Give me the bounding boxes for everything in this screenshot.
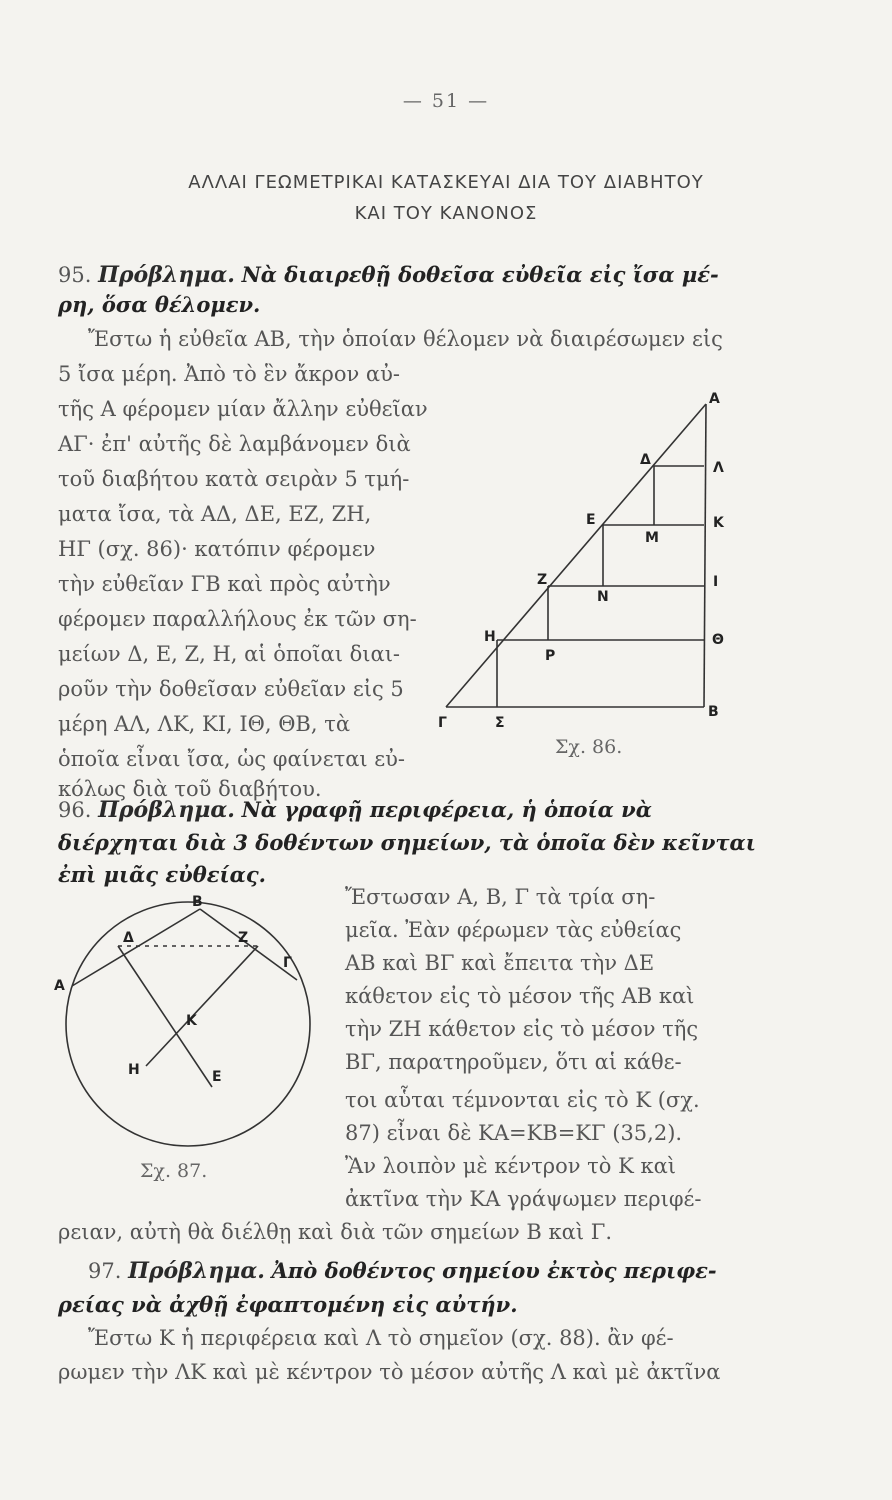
p97-text-line: Ἔστω Κ ἡ περιφέρεια καὶ Λ τὸ σημεῖον (σχ. 88). ἂν φέ-: [88, 1326, 674, 1350]
problem-95-label: Πρόβλημα.: [98, 262, 235, 288]
p96-text-line: μεῖα. Ἐὰν φέρωμεν τὰς εὐθείας: [345, 918, 682, 942]
problem-97-title-line-1: [88, 1258, 717, 1284]
fig86-label-Z: Ζ: [537, 572, 548, 588]
problem-97-number: 97.: [88, 1259, 122, 1283]
p95-text-line: φέρομεν παραλλήλους ἐκ τῶν ση-: [58, 607, 417, 631]
p96-text-line: τὴν ΖΗ κάθετον εἰς τὸ μέσον τῆς: [345, 1017, 699, 1041]
p96-text-line: ἀκτῖνα τὴν ΚΑ γράψωμεν περιφέ-: [345, 1187, 702, 1211]
figure-87-caption: Σχ. 87.: [140, 1160, 208, 1182]
fig86-label-H: Η: [484, 629, 496, 645]
fig87-label-Z: Ζ: [238, 930, 249, 946]
problem-95-number: 95.: [58, 263, 92, 287]
fig87-label-G: Γ: [283, 955, 292, 971]
p95-text-line: ὁποῖα εἶναι ἴσα, ὡς φαίνεται εὐ-: [58, 747, 406, 771]
p96-text-line: Ἔστωσαν Α, Β, Γ τὰ τρία ση-: [345, 885, 656, 909]
p97-text-line: ρωμεν τὴν ΛΚ καὶ μὲ κέντρον τὸ μέσον αὐτῆς Λ καὶ μὲ ἀκτῖνα: [58, 1360, 721, 1384]
problem-96-title: Νὰ γραφῇ περιφέρεια, ἡ ὁποία νὰ: [241, 797, 652, 822]
p95-text-line: ΑΓ· ἐπ' αὐτῆς δὲ λαμβάνομεν διὰ: [58, 432, 411, 456]
problem-97-label: Πρόβλημα.: [128, 1258, 265, 1284]
fig86-label-B: Β: [708, 704, 719, 720]
fig87-label-D: Δ: [123, 930, 134, 946]
p95-text-line: Ἔστω ἡ εὐθεῖα ΑΒ, τὴν ὁποίαν θέλομεν νὰ διαιρέσωμεν εἰς: [88, 327, 723, 351]
chapter-title-line-1: ΑΛΛΑΙ ΓΕΩΜΕΤΡΙΚΑΙ ΚΑΤΑΣΚΕΥΑΙ ΔΙΑ ΤΟΥ ΔΙΑΒΗΤΟΥ: [188, 172, 704, 193]
fig86-label-K: Κ: [713, 515, 724, 531]
problem-96-title-line-3: ἐπὶ μιᾶς εὐθείας.: [58, 862, 266, 887]
fig87-label-H: Η: [128, 1062, 140, 1078]
problem-96-number: 96.: [58, 798, 92, 822]
fig86-label-P: Ρ: [545, 648, 556, 664]
fig86-label-S: Σ: [495, 715, 505, 731]
p96-text-line: 87) εἶναι δὲ ΚΑ=ΚΒ=ΚΓ (35,2).: [345, 1121, 683, 1145]
p95-text-line: κόλως διὰ τοῦ διαβήτου.: [58, 777, 322, 801]
figure-87: [40, 885, 340, 1155]
p95-text-line: τὴν εὐθεῖαν ΓΒ καὶ πρὸς αὐτὴν: [58, 572, 391, 596]
fig87-label-A: Α: [54, 978, 65, 994]
problem-95-title: Νὰ διαιρεθῇ δοθεῖσα εὐθεῖα εἰς ἴσα μέ-: [241, 262, 719, 287]
figure-86: [430, 385, 760, 760]
problem-95-title-line-1: [58, 262, 719, 288]
p95-text-line: τῆς Α φέρομεν μίαν ἄλλην εὐθεῖαν: [58, 397, 428, 421]
fig87-label-B: Β: [192, 894, 203, 910]
fig86-label-A: Α: [709, 391, 720, 407]
page-number: — 51 —: [402, 90, 490, 112]
fig86-label-L: Λ: [713, 460, 724, 476]
problem-96-label: Πρόβλημα.: [98, 797, 235, 823]
chapter-title-line-2: ΚΑΙ ΤΟΥ ΚΑΝΟΝΟΣ: [354, 203, 538, 224]
fig86-label-I: Ι: [713, 574, 719, 590]
problem-96-title-line-2: διέρχηται διὰ 3 δοθέντων σημείων, τὰ ὁποῖα δὲν κεῖνται: [58, 830, 756, 855]
problem-97-title-line-2: ρείας νὰ ἀχθῇ ἐφαπτομένη εἰς αὐτήν.: [58, 1292, 518, 1317]
p95-text-line: ΗΓ (σχ. 86)· κατόπιν φέρομεν: [58, 537, 376, 561]
figure-86-caption: Σχ. 86.: [555, 736, 623, 758]
p95-text-line: μείων Δ, Ε, Ζ, Η, αἱ ὁποῖαι διαι-: [58, 642, 401, 666]
fig86-label-G: Γ: [438, 715, 447, 731]
fig86-label-TH: Θ: [712, 632, 724, 648]
p95-text-line: τοῦ διαβήτου κατὰ σειρὰν 5 τμή-: [58, 467, 410, 491]
p96-text-line: ΒΓ, παρατηροῦμεν, ὅτι αἱ κάθε-: [345, 1050, 682, 1074]
fig86-label-E: Ε: [586, 512, 596, 528]
p96-text-line: ρειαν, αὐτὴ θὰ διέλθῃ καὶ διὰ τῶν σημείων Β καὶ Γ.: [58, 1220, 612, 1244]
p95-text-line: ροῦν τὴν δοθεῖσαν εὐθεῖαν εἰς 5: [58, 677, 404, 701]
p95-text-line: ματα ἴσα, τὰ ΑΔ, ΔΕ, ΕΖ, ΖΗ,: [58, 502, 372, 526]
fig87-label-E: Ε: [212, 1069, 222, 1085]
p96-text-line: ΑΒ καὶ ΒΓ καὶ ἔπειτα τὴν ΔΕ: [345, 951, 655, 975]
fig86-label-M: Μ: [645, 530, 659, 546]
problem-97-title: Ἀπὸ δοθέντος σημείου ἐκτὸς περιφε-: [271, 1258, 717, 1283]
p95-text-line: 5 ἴσα μέρη. Ἀπὸ τὸ ἓν ἄκρον αὐ-: [58, 362, 400, 386]
p96-text-line: Ἂν λοιπὸν μὲ κέντρον τὸ Κ καὶ: [345, 1154, 677, 1178]
fig87-label-K: Κ: [186, 1013, 197, 1029]
p96-text-line: τοι αὗται τέμνονται εἰς τὸ Κ (σχ.: [345, 1088, 700, 1112]
p95-text-line: μέρη ΑΛ, ΛΚ, ΚΙ, ΙΘ, ΘΒ, τὰ: [58, 712, 351, 736]
p96-text-line: κάθετον εἰς τὸ μέσον τῆς ΑΒ καὶ: [345, 984, 695, 1008]
problem-96-title-line-1: [58, 797, 652, 823]
problem-95-title-line-2: ρη, ὅσα θέλομεν.: [58, 292, 261, 317]
fig86-label-D: Δ: [640, 452, 651, 468]
fig86-label-N: Ν: [597, 589, 609, 605]
